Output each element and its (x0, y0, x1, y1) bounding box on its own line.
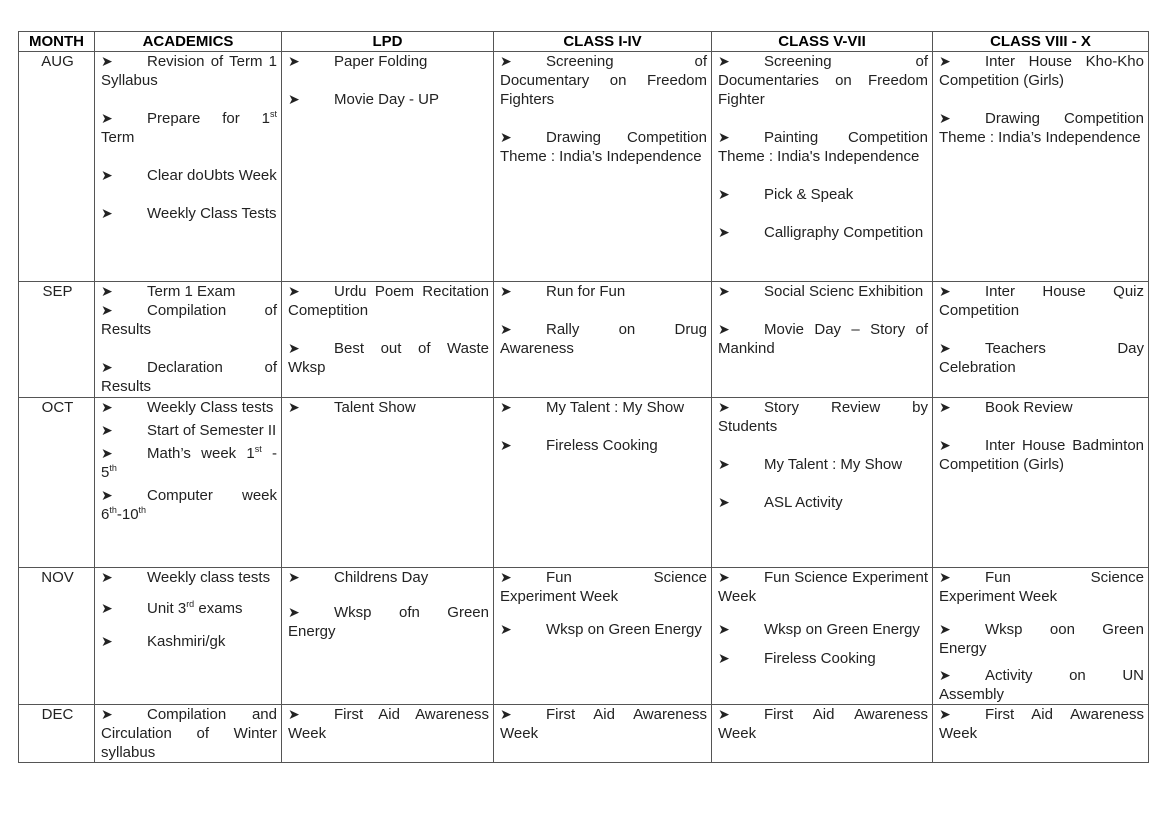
arrow-bullet-icon: ➤ (101, 422, 113, 438)
class-v-vii-cell (712, 282, 933, 398)
list-item: ➤ Compilation of Results (101, 302, 277, 338)
arrow-bullet-icon: ➤ (939, 437, 951, 453)
list-item: ➤ Screening of Documentary on Freedom Fighters (500, 53, 707, 108)
list-item: ➤ Activity on UN Assembly (939, 667, 1144, 703)
list-item: ➤ Social Scienc Exhibition (718, 283, 924, 300)
arrow-bullet-icon: ➤ (939, 399, 951, 415)
list-item: ➤ Fun Science Experiment Week (939, 569, 1144, 605)
list-item: ➤ Weekly class tests (101, 569, 271, 586)
arrow-bullet-icon: ➤ (718, 186, 730, 202)
list-item: ➤ Wksp on Green Energy (500, 621, 702, 638)
list-item: ➤ Compilation and Circulation of Winter syllabus (101, 706, 277, 761)
class-v-vii-cell (712, 52, 933, 282)
arrow-bullet-icon: ➤ (101, 399, 113, 415)
list-item: ➤ Unit 3rd exams (101, 599, 243, 617)
list-item: ➤ Wksp on Green Energy (718, 621, 920, 638)
header-month: MONTH (19, 32, 95, 52)
class-v-vii-cell (712, 568, 933, 705)
table-row (19, 705, 1149, 763)
arrow-bullet-icon: ➤ (939, 569, 951, 585)
arrow-bullet-icon: ➤ (288, 569, 300, 585)
list-item: ➤ Movie Day - UP (288, 91, 440, 108)
arrow-bullet-icon: ➤ (718, 621, 730, 637)
arrow-bullet-icon: ➤ (500, 569, 512, 585)
arrow-bullet-icon: ➤ (101, 600, 113, 616)
list-item: ➤ Urdu Poem Recitation Comeptition (288, 283, 489, 319)
arrow-bullet-icon: ➤ (718, 224, 730, 240)
class-viii-x-cell (933, 398, 1149, 568)
list-item: ➤ My Talent : My Show (718, 456, 903, 473)
arrow-bullet-icon: ➤ (288, 604, 300, 620)
list-item: ➤ Run for Fun (500, 283, 626, 300)
arrow-bullet-icon: ➤ (288, 283, 300, 299)
list-item: ➤ Painting Competition Theme : India's Independence (718, 129, 928, 165)
list-item: ➤ Term 1 Exam (101, 283, 236, 300)
arrow-bullet-icon: ➤ (101, 569, 113, 585)
arrow-bullet-icon: ➤ (101, 53, 113, 69)
arrow-bullet-icon: ➤ (718, 456, 730, 472)
header-academics: ACADEMICS (95, 32, 282, 52)
academics-cell (95, 568, 282, 705)
list-item: ➤ Book Review (939, 399, 1073, 416)
arrow-bullet-icon: ➤ (939, 667, 951, 683)
header-class-viii-x: CLASS VIII - X (933, 32, 1149, 52)
list-item: ➤ Kashmiri/gk (101, 633, 226, 650)
lpd-cell (282, 568, 494, 705)
arrow-bullet-icon: ➤ (500, 706, 512, 722)
arrow-bullet-icon: ➤ (101, 445, 113, 461)
list-item: ➤ Computer week 6th-10th (101, 487, 277, 523)
arrow-bullet-icon: ➤ (718, 283, 730, 299)
class-viii-x-cell (933, 52, 1149, 282)
list-item: ➤ Screening of Documentaries on Freedom Fighter (718, 53, 928, 108)
list-item: ➤ Prepare for 1st Term (101, 109, 277, 146)
list-item: ➤ Calligraphy Competition (718, 224, 924, 241)
arrow-bullet-icon: ➤ (939, 53, 951, 69)
lpd-cell (282, 705, 494, 763)
table-row (19, 398, 1149, 568)
list-item: ➤ Best out of Waste Wksp (288, 340, 489, 376)
month-cell: SEP (19, 282, 95, 398)
list-item: ➤ Declaration of Results (101, 359, 277, 395)
arrow-bullet-icon: ➤ (101, 633, 113, 649)
arrow-bullet-icon: ➤ (101, 205, 113, 221)
list-item: ➤ Drawing Competition Theme : India’s Independence (939, 110, 1144, 146)
list-item: ➤ Fun Science Experiment Week (500, 569, 707, 605)
arrow-bullet-icon: ➤ (939, 706, 951, 722)
table-row (19, 52, 1149, 282)
list-item: ➤ First Aid Awareness Week (288, 706, 489, 742)
header-class-v-vii: CLASS V-VII (712, 32, 933, 52)
arrow-bullet-icon: ➤ (101, 487, 113, 503)
list-item: ➤ Inter House Kho-Kho Competition (Girls) (939, 53, 1144, 89)
arrow-bullet-icon: ➤ (939, 110, 951, 126)
list-item: ➤ First Aid Awareness Week (718, 706, 928, 742)
header-row (19, 32, 1149, 52)
table-row (19, 568, 1149, 705)
arrow-bullet-icon: ➤ (718, 569, 730, 585)
list-item: ➤ Story Review by Students (718, 399, 928, 435)
month-cell: OCT (19, 398, 95, 568)
lpd-cell (282, 282, 494, 398)
arrow-bullet-icon: ➤ (101, 167, 113, 183)
class-v-vii-cell (712, 398, 933, 568)
list-item: ➤ Weekly Class tests (101, 399, 274, 416)
arrow-bullet-icon: ➤ (718, 706, 730, 722)
academics-cell (95, 52, 282, 282)
arrow-bullet-icon: ➤ (718, 399, 730, 415)
list-item: ➤ Inter House Quiz Competition (939, 283, 1144, 319)
arrow-bullet-icon: ➤ (718, 650, 730, 666)
list-item: ➤ Talent Show (288, 399, 416, 416)
list-item: ➤ Fireless Cooking (500, 437, 658, 454)
class-v-vii-cell (712, 705, 933, 763)
class-i-iv-cell (494, 568, 712, 705)
list-item: ➤ Fireless Cooking (718, 650, 876, 667)
arrow-bullet-icon: ➤ (718, 321, 730, 337)
arrow-bullet-icon: ➤ (101, 302, 113, 318)
list-item: ➤ Drawing Competition Theme : India’s Independence (500, 129, 707, 165)
arrow-bullet-icon: ➤ (500, 53, 512, 69)
list-item: ➤ Start of Semester II (101, 422, 277, 439)
arrow-bullet-icon: ➤ (101, 706, 113, 722)
header-lpd: LPD (282, 32, 494, 52)
arrow-bullet-icon: ➤ (718, 53, 730, 69)
list-item: ➤ Inter House Badminton Competition (Girls) (939, 437, 1144, 473)
arrow-bullet-icon: ➤ (500, 399, 512, 415)
list-item: ➤ Pick & Speak (718, 186, 854, 203)
class-i-iv-cell (494, 52, 712, 282)
lpd-cell (282, 52, 494, 282)
arrow-bullet-icon: ➤ (288, 91, 300, 107)
class-i-iv-cell (494, 398, 712, 568)
list-item: ➤ Movie Day – Story of Mankind (718, 321, 928, 357)
arrow-bullet-icon: ➤ (101, 283, 113, 299)
list-item: ➤ Wksp oon Green Energy (939, 621, 1144, 657)
list-item: ➤ Fun Science Experiment Week (718, 569, 928, 605)
arrow-bullet-icon: ➤ (288, 399, 300, 415)
calendar-table (18, 31, 1149, 763)
arrow-bullet-icon: ➤ (939, 621, 951, 637)
class-viii-x-cell (933, 282, 1149, 398)
class-i-iv-cell (494, 282, 712, 398)
list-item: ➤ Childrens Day (288, 569, 429, 586)
list-item: ➤ Weekly Class Tests (101, 205, 277, 222)
arrow-bullet-icon: ➤ (288, 340, 300, 356)
list-item: ➤ Rally on Drug Awareness (500, 321, 707, 357)
list-item: ➤ Teachers Day Celebration (939, 340, 1144, 376)
arrow-bullet-icon: ➤ (718, 494, 730, 510)
arrow-bullet-icon: ➤ (500, 321, 512, 337)
lpd-cell (282, 398, 494, 568)
class-viii-x-cell (933, 568, 1149, 705)
list-item: ➤ Wksp ofn Green Energy (288, 604, 489, 640)
class-viii-x-cell (933, 705, 1149, 763)
arrow-bullet-icon: ➤ (718, 129, 730, 145)
list-item: ➤ Paper Folding (288, 53, 428, 70)
list-item: ➤ Clear doUbts Week (101, 167, 277, 184)
academics-cell (95, 705, 282, 763)
month-cell: DEC (19, 705, 95, 763)
arrow-bullet-icon: ➤ (101, 359, 113, 375)
arrow-bullet-icon: ➤ (500, 283, 512, 299)
arrow-bullet-icon: ➤ (500, 129, 512, 145)
arrow-bullet-icon: ➤ (500, 437, 512, 453)
arrow-bullet-icon: ➤ (939, 283, 951, 299)
arrow-bullet-icon: ➤ (101, 110, 113, 126)
class-i-iv-cell (494, 705, 712, 763)
header-class-i-iv: CLASS I-IV (494, 32, 712, 52)
list-item: ➤ Revision of Term 1 Syllabus (101, 53, 277, 89)
list-item: ➤ My Talent : My Show (500, 399, 685, 416)
month-cell: AUG (19, 52, 95, 282)
arrow-bullet-icon: ➤ (288, 706, 300, 722)
academics-cell (95, 282, 282, 398)
list-item: ➤ Math’s week 1st - 5th (101, 444, 278, 481)
arrow-bullet-icon: ➤ (288, 53, 300, 69)
list-item: ➤ First Aid Awareness Week (939, 706, 1144, 742)
list-item: ➤ ASL Activity (718, 494, 843, 511)
table-row (19, 282, 1149, 398)
list-item: ➤ First Aid Awareness Week (500, 706, 707, 742)
month-cell: NOV (19, 568, 95, 705)
arrow-bullet-icon: ➤ (500, 621, 512, 637)
academics-cell (95, 398, 282, 568)
arrow-bullet-icon: ➤ (939, 340, 951, 356)
